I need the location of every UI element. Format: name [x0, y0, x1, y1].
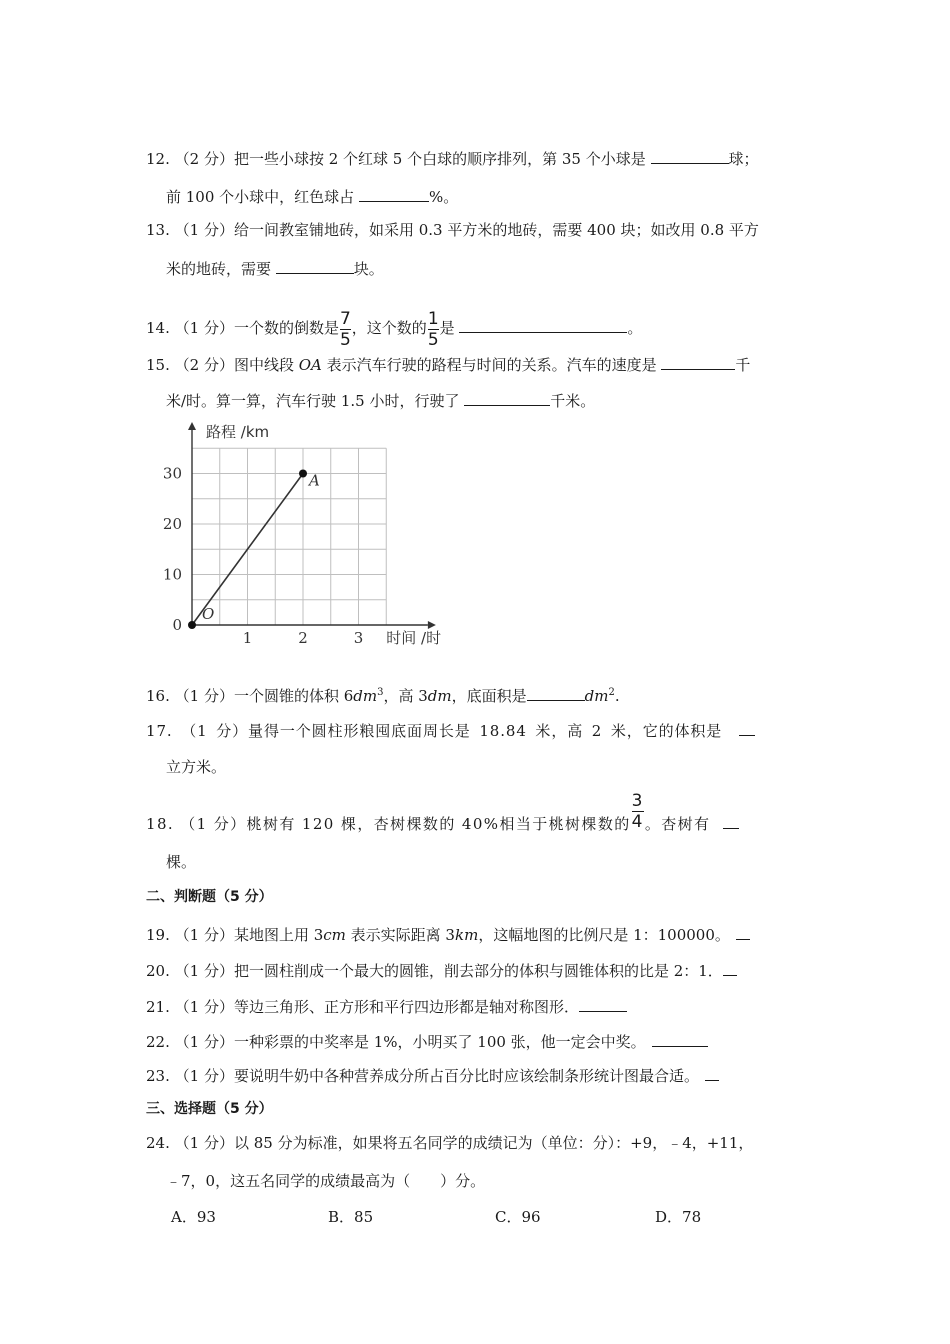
question-points: （1 分） — [174, 998, 234, 1016]
option-a[interactable]: A．93 — [171, 1208, 216, 1226]
question-points: （1 分） — [174, 926, 234, 944]
question-text: 给一间教室铺地砖，如采用 0.3 平方米的地砖，需要 400 块；如改用 0.8 平方 — [233, 221, 759, 239]
answer-blank[interactable] — [652, 1030, 708, 1047]
denominator: 5 — [339, 329, 351, 350]
question-points: （1 分） — [174, 962, 234, 980]
question-text: 球； — [728, 150, 759, 168]
question-text: 。 — [627, 319, 643, 337]
question-number: 15. — [146, 356, 170, 374]
question-text: 棵。 — [166, 853, 197, 871]
question-number: 22. — [146, 1033, 170, 1051]
question-points: （2 分） — [174, 150, 234, 168]
unit: dm — [427, 687, 452, 705]
answer-blank[interactable] — [464, 389, 550, 406]
question-text: ，这个数的 — [351, 319, 427, 337]
question-number: 20. — [146, 962, 170, 980]
question-points: （1 分） — [174, 687, 234, 705]
question-number: 16. — [146, 687, 170, 705]
question-text: 把一圆柱削成一个最大的圆锥，削去部分的体积与圆锥体积的比是 2：1． — [233, 962, 723, 980]
question-points: （2 分） — [174, 356, 234, 374]
question-text: %。 — [428, 188, 459, 206]
question-text: 。杏树有 — [644, 815, 717, 833]
section-choice-heading: 三、选择题（5 分） — [146, 1101, 273, 1117]
question-19 — [146, 923, 750, 945]
question-text: 表示实际距离 3 — [345, 926, 455, 944]
question-23 — [146, 1064, 719, 1086]
question-number: 17. — [146, 722, 173, 740]
option-c[interactable]: C．96 — [495, 1208, 541, 1226]
question-12-cont — [166, 185, 458, 207]
question-text: 量得一个圆柱形粮囤底面周长是 18.84 米，高 2 米，它的体积是 — [248, 722, 731, 740]
question-text: 前 100 个小球中，红色球占 — [166, 188, 359, 206]
question-text: 立方米。 — [166, 758, 227, 776]
fraction — [428, 310, 439, 349]
answer-blank[interactable] — [723, 959, 737, 976]
answer-blank[interactable] — [651, 147, 729, 164]
point-a — [299, 470, 307, 478]
answer-blank[interactable] — [661, 353, 735, 370]
question-text: . — [614, 687, 620, 705]
unit: cm — [323, 926, 346, 944]
denominator: 4 — [631, 811, 644, 832]
numerator: 3 — [631, 790, 644, 811]
question-points: （1 分） — [174, 319, 234, 337]
question-text: 把一些小球按 2 个红球 5 个白球的顺序排列，第 35 个小球是 — [233, 150, 651, 168]
question-20 — [146, 959, 737, 981]
question-text: ，底面积是 — [451, 687, 527, 705]
question-number: 18. — [146, 815, 175, 833]
answer-blank[interactable] — [276, 257, 354, 274]
question-number: 21. — [146, 998, 170, 1016]
answer-blank[interactable] — [736, 923, 750, 940]
point-a-label: A — [309, 471, 320, 490]
question-15 — [146, 353, 750, 375]
question-points: （1 分） — [181, 722, 249, 740]
question-text: 千 — [735, 356, 751, 374]
question-text: 米的地砖，需要 — [166, 260, 276, 278]
x-tick-label: 1 — [242, 629, 253, 647]
question-text: 某地图上用 3 — [233, 926, 324, 944]
question-14 — [146, 308, 642, 349]
question-points: （1 分） — [174, 1067, 234, 1085]
answer-blank[interactable] — [527, 684, 585, 701]
question-text: 图中线段 — [233, 356, 299, 374]
question-text: ，高 3 — [383, 687, 428, 705]
segment-label: OA — [298, 356, 322, 374]
question-24 — [146, 1133, 753, 1153]
exponent: 2 — [608, 687, 615, 698]
x-tick-labels — [243, 629, 364, 647]
question-text: ﹣7，0，这五名同学的成绩最高为（ ）分。 — [166, 1172, 486, 1190]
question-text: 是 — [439, 319, 460, 337]
question-17-cont — [166, 757, 226, 777]
question-number: 13. — [146, 221, 170, 239]
question-text: 要说明牛奶中各种营养成分所占百分比时应该绘制条形统计图最合适。 — [233, 1067, 699, 1085]
y-tick-label: 0 — [172, 616, 182, 634]
question-12 — [146, 147, 759, 169]
point-o-label: O — [202, 605, 215, 623]
question-text: 一个数的倒数是 — [233, 319, 339, 337]
answer-blank[interactable] — [739, 719, 755, 736]
answer-blank[interactable] — [579, 995, 627, 1012]
chart-grid — [192, 448, 386, 625]
question-13-cont — [166, 257, 384, 279]
question-number: 23. — [146, 1067, 170, 1085]
question-number: 24. — [146, 1134, 170, 1152]
denominator: 5 — [427, 329, 439, 350]
question-text: 等边三角形、正方形和平行四边形都是轴对称图形． — [233, 998, 579, 1016]
question-text: 千米。 — [550, 392, 596, 410]
y-tick-labels — [163, 465, 182, 635]
unit: dm — [584, 687, 609, 705]
distance-time-chart — [150, 415, 450, 650]
y-axis-label: 路程 /km — [206, 423, 270, 441]
question-text: 米/时。算一算，汽车行驶 1.5 小时，行驶了 — [166, 392, 465, 410]
exponent: 3 — [377, 687, 384, 698]
x-tick-label: 3 — [353, 629, 364, 647]
y-tick-label: 30 — [162, 464, 182, 483]
option-d[interactable]: D．78 — [655, 1208, 702, 1226]
question-15-cont — [166, 389, 595, 411]
unit: dm — [353, 687, 378, 705]
answer-blank[interactable] — [723, 812, 739, 829]
question-number: 19. — [146, 926, 170, 944]
question-18 — [146, 790, 739, 850]
question-number: 12. — [146, 150, 170, 168]
question-22 — [146, 1030, 708, 1052]
x-axis-arrow — [428, 621, 436, 629]
y-tick-label: 10 — [162, 565, 182, 584]
option-b[interactable]: B．85 — [328, 1208, 374, 1226]
fraction — [632, 792, 644, 831]
question-13 — [146, 220, 759, 240]
question-points: （1 分） — [174, 221, 234, 239]
question-text: 一种彩票的中奖率是 1%，小明买了 100 张，他一定会中奖。 — [233, 1033, 646, 1051]
question-text: 块。 — [353, 260, 384, 278]
question-points: （1 分） — [174, 1033, 234, 1051]
question-text: ，这幅地图的比例尺是 1：100000。 — [478, 926, 730, 944]
question-text: 桃树有 120 棵，杏树棵数的 40%相当于桃树棵数的 — [246, 815, 631, 833]
question-text: 一个圆锥的体积 6 — [233, 687, 354, 705]
x-axis-label: 时间 /时 — [386, 629, 442, 647]
y-tick-label: 20 — [162, 515, 182, 533]
question-points: （1 分） — [180, 815, 247, 833]
x-tick-label: 2 — [298, 629, 308, 647]
numerator: 7 — [339, 308, 351, 329]
point-o — [188, 621, 196, 629]
answer-blank[interactable] — [359, 185, 429, 202]
question-text: 以 85 分为标准，如果将五名同学的成绩记为（单位：分）：+9，﹣4，+11， — [233, 1134, 754, 1152]
numerator: 1 — [427, 308, 439, 329]
question-17 — [146, 719, 755, 741]
answer-blank[interactable] — [459, 316, 627, 333]
section-judge-heading: 二、判断题（5 分） — [146, 889, 273, 905]
answer-blank[interactable] — [705, 1064, 719, 1081]
unit: km — [454, 926, 479, 944]
fraction — [340, 310, 351, 349]
question-21 — [146, 995, 627, 1017]
question-16 — [146, 683, 620, 706]
question-18-cont — [166, 852, 196, 872]
question-points: （1 分） — [174, 1134, 234, 1152]
y-axis-arrow — [188, 422, 196, 430]
question-text: 表示汽车行驶的路程与时间的关系。汽车的速度是 — [321, 356, 662, 374]
question-number: 14. — [146, 319, 170, 337]
question-24-cont — [166, 1171, 485, 1191]
